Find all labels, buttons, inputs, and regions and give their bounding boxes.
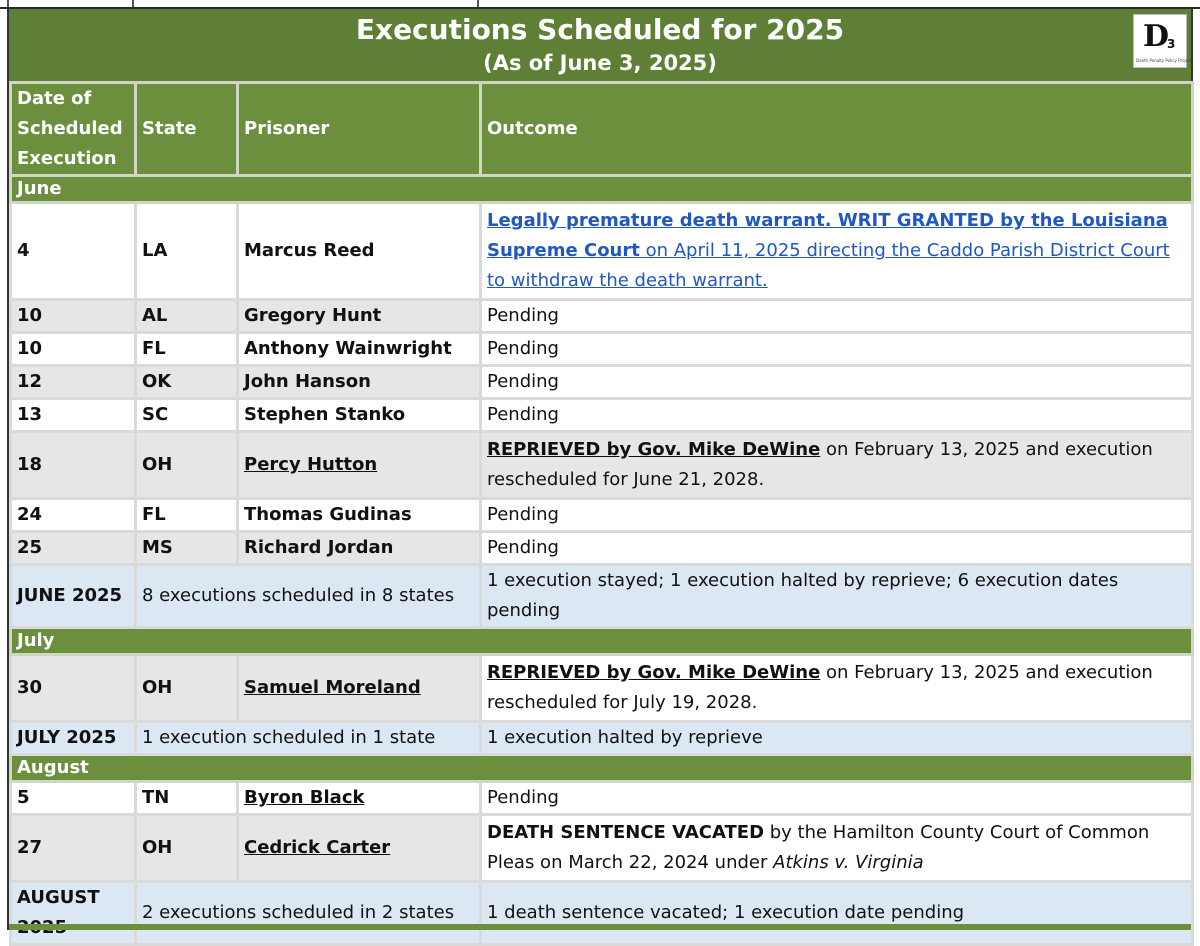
date-cell: 27 — [11, 815, 136, 882]
month-row-july — [11, 628, 1193, 655]
executions-table — [9, 81, 1194, 946]
table-row — [11, 300, 1193, 333]
outcome-cell: DEATH SENTENCE VACATED by the Hamilton County Court of Common Pleas on March 22, 2024 under Atkins v. Virginia — [481, 815, 1193, 882]
summary-outcome: 1 execution stayed; 1 execution halted by reprieve; 6 execution dates pending — [481, 565, 1193, 628]
writ-granted-link[interactable]: Legally premature death warrant. WRIT GRANTED by the Louisiana Supreme Court on April 11, 2025 directing the Caddo Parish District Court to withdraw the death warrant. — [487, 210, 1170, 291]
prisoner-link[interactable]: Percy Hutton — [244, 454, 378, 475]
logo-sup: 3 — [1167, 37, 1176, 51]
table-row — [11, 655, 1193, 722]
prisoner-cell: Thomas Gudinas — [238, 499, 481, 532]
table-row — [11, 333, 1193, 366]
prisoner-link[interactable]: Byron Black — [244, 787, 365, 808]
schedule-document — [7, 9, 1193, 930]
summary-label: JUNE 2025 — [11, 565, 136, 628]
prisoner-cell: Stephen Stanko — [238, 399, 481, 432]
logo-mark: D — [1143, 19, 1170, 54]
outcome-cell: Pending — [481, 300, 1193, 333]
prisoner-cell: Anthony Wainwright — [238, 333, 481, 366]
prisoner-cell — [238, 782, 481, 815]
table-row — [11, 366, 1193, 399]
table-row — [11, 499, 1193, 532]
state-cell: OK — [136, 366, 238, 399]
prisoner-cell: John Hanson — [238, 366, 481, 399]
prisoner-cell — [238, 432, 481, 499]
summary-count: 8 executions scheduled in 8 states — [136, 565, 481, 628]
logo-tagline: Death Penalty Policy Project — [1136, 58, 1192, 63]
table-row — [11, 203, 1193, 300]
summary-row-july — [11, 722, 1193, 755]
outcome-cell: Pending — [481, 333, 1193, 366]
state-cell: OH — [136, 655, 238, 722]
prisoner-cell — [238, 815, 481, 882]
table-row — [11, 399, 1193, 432]
state-cell: MS — [136, 532, 238, 565]
date-cell: 4 — [11, 203, 136, 300]
table-row — [11, 782, 1193, 815]
outcome-cell: REPRIEVED by Gov. Mike DeWine on February 13, 2025 and execution rescheduled for June 21, 2028. — [481, 432, 1193, 499]
month-label: August — [11, 755, 1193, 782]
table-row — [11, 815, 1193, 882]
summary-count: 1 execution scheduled in 1 state — [136, 722, 481, 755]
summary-count: 2 executions scheduled in 2 states — [136, 882, 481, 945]
date-cell: 30 — [11, 655, 136, 722]
month-label: July — [11, 628, 1193, 655]
prisoner-cell: Richard Jordan — [238, 532, 481, 565]
page-title: Executions Scheduled for 2025 — [355, 13, 845, 46]
summary-label: JULY 2025 — [11, 722, 136, 755]
table-row — [11, 432, 1193, 499]
date-cell: 10 — [11, 300, 136, 333]
state-cell: LA — [136, 203, 238, 300]
prisoner-cell — [238, 655, 481, 722]
state-cell: FL — [136, 333, 238, 366]
header-outcome: Outcome — [481, 83, 1193, 176]
reprieve-link[interactable]: REPRIEVED by Gov. Mike DeWine — [487, 662, 821, 683]
header-row — [11, 83, 1193, 176]
date-cell: 5 — [11, 782, 136, 815]
table-row — [11, 532, 1193, 565]
outcome-cell: Pending — [481, 499, 1193, 532]
title-band — [9, 9, 1191, 81]
summary-row-august — [11, 882, 1193, 945]
next-month-stub — [9, 924, 1191, 930]
month-row-august — [11, 755, 1193, 782]
date-cell: 24 — [11, 499, 136, 532]
prisoner-cell: Marcus Reed — [238, 203, 481, 300]
date-cell: 12 — [11, 366, 136, 399]
dppp-logo[interactable] — [1133, 14, 1192, 68]
prisoner-link[interactable]: Samuel Moreland — [244, 677, 421, 698]
state-cell: AL — [136, 300, 238, 333]
header-prisoner: Prisoner — [238, 83, 481, 176]
top-strip — [0, 0, 1200, 9]
summary-label: AUGUST — [11, 882, 136, 945]
state-cell: FL — [136, 499, 238, 532]
outcome-cell: Pending — [481, 782, 1193, 815]
summary-row-june — [11, 565, 1193, 628]
prisoner-cell: Gregory Hunt — [238, 300, 481, 333]
state-cell: TN — [136, 782, 238, 815]
month-label: June — [11, 176, 1193, 203]
date-cell: 18 — [11, 432, 136, 499]
state-cell: SC — [136, 399, 238, 432]
state-cell: OH — [136, 815, 238, 882]
date-cell: 13 — [11, 399, 136, 432]
outcome-cell: Pending — [481, 366, 1193, 399]
date-cell: 10 — [11, 333, 136, 366]
state-cell: OH — [136, 432, 238, 499]
month-row-june — [11, 176, 1193, 203]
prisoner-link[interactable]: Cedrick Carter — [244, 837, 391, 858]
header-date: Date of Scheduled Execution — [11, 83, 136, 176]
page-subtitle: (As of June 3, 2025) — [483, 51, 717, 75]
summary-outcome: 1 execution halted by reprieve — [481, 722, 1193, 755]
summary-outcome: 1 death sentence vacated; 1 execution date pending — [481, 882, 1193, 945]
header-state: State — [136, 83, 238, 176]
reprieve-link[interactable]: REPRIEVED by Gov. Mike DeWine — [487, 439, 821, 460]
outcome-cell: Pending — [481, 399, 1193, 432]
outcome-cell: REPRIEVED by Gov. Mike DeWine on February 13, 2025 and execution rescheduled for July 19, 2028. — [481, 655, 1193, 722]
outcome-cell — [481, 203, 1193, 300]
outcome-cell: Pending — [481, 532, 1193, 565]
date-cell: 25 — [11, 532, 136, 565]
